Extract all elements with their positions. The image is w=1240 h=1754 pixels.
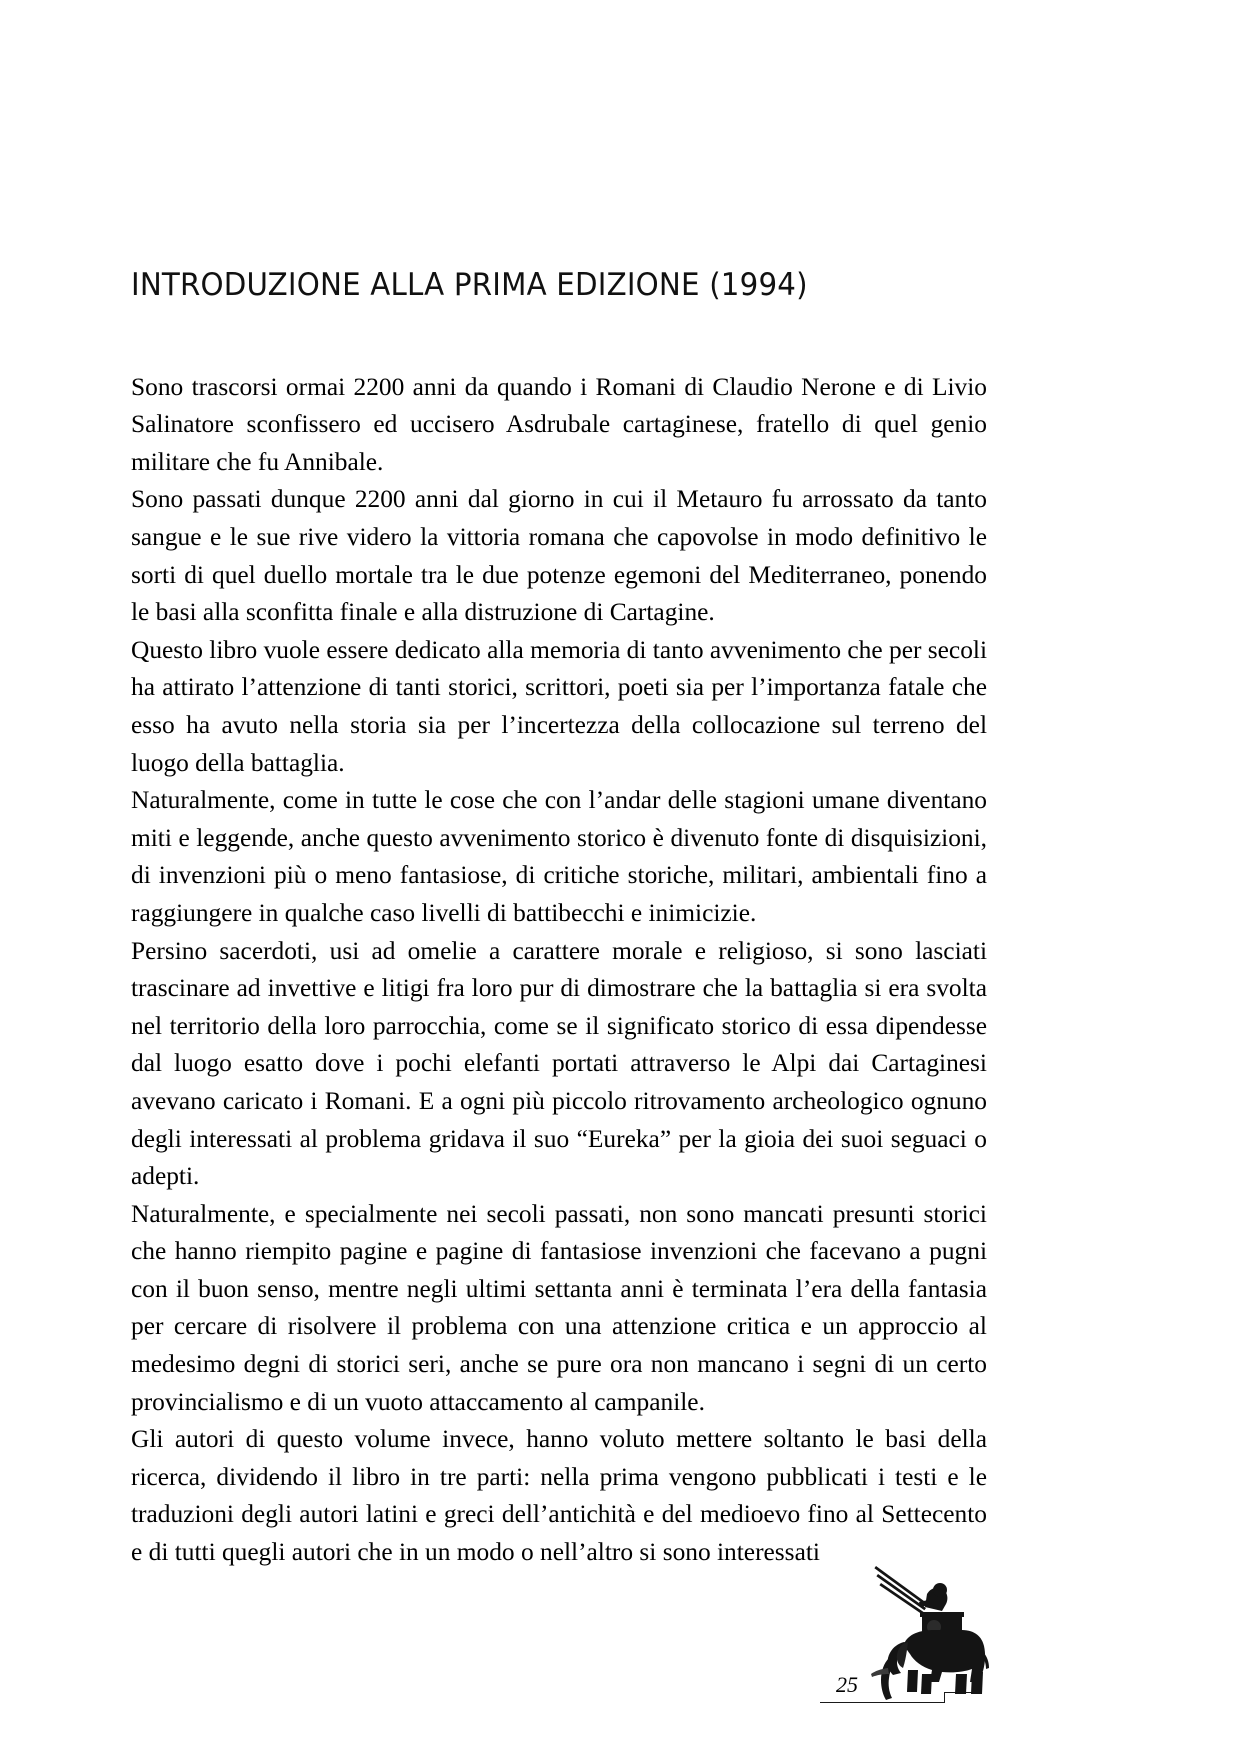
- paragraph: Sono passati dunque 2200 anni dal giorno in cui il Metauro fu arrossato da tanto sangue e le sue rive videro la vittoria romana che capovolse in modo definitivo le sorti di quel duello mortale tra le due potenze egemoni del Mediterraneo, ponendo le basi alla sconfitta finale e alla distruzione di Cartagine.: [131, 485, 987, 627]
- page-footer: [0, 1636, 1240, 1754]
- paragraph: Questo libro vuole essere dedicato alla memoria di tanto avvenimento che per secoli ha attirato l’attenzione di tanti storici, scrittori, poeti sia per l’importanza fatale che esso ha avuto nella storia sia per l’incertezza della collocazione sul terreno del luogo della battaglia.: [131, 635, 987, 777]
- war-elephant-icon: [864, 1564, 994, 1702]
- page-content: [131, 268, 987, 1572]
- paragraph: Naturalmente, e specialmente nei secoli passati, non sono mancati presunti storici che hanno riempito pagine e pagine di fantasiose invenzioni che facevano a pugni con il buon senso, mentre negli ultimi settanta anni è terminata l’era della fantasia per cercare di risolvere il problema con una attenzione critica e un approccio al medesimo degni di storici seri, anche se pure ora non mancano i segni di un certo provincialismo e di un vuoto attaccamento al campanile.: [131, 1199, 987, 1416]
- page-title: INTRODUZIONE ALLA PRIMA EDIZIONE (1994): [131, 267, 808, 303]
- paragraph: Gli autori di questo volume invece, hanno voluto mettere soltanto le basi della ricerca, dividendo il libro in tre parti: nella prima vengono pubblicati i testi e le traduzioni degli autori latini e greci dell’antichità e del medioevo fino al Settecento e di tutti quegli autori che in un modo o nell’altro si sono interessati: [131, 1425, 987, 1567]
- paragraph: Sono trascorsi ormai 2200 anni da quando i Romani di Claudio Nerone e di Livio Salinatore sconfissero ed uccisero Asdrubale cartaginese, fratello di quel genio militare che fu Annibale.: [131, 372, 987, 476]
- paragraph: Naturalmente, come in tutte le cose che con l’andar delle stagioni umane diventano miti e leggende, anche questo avvenimento storico è divenuto fonte di disquisizioni, di invenzioni più o meno fantasiose, di critiche storiche, militari, ambientali fino a raggiungere in qualche caso livelli di battibecchi e inimicizie.: [131, 786, 987, 927]
- page-number: 25: [836, 1672, 858, 1697]
- paragraph: Persino sacerdoti, usi ad omelie a carattere morale e religioso, si sono lasciati trascinare ad invettive e litigi fra loro pur di dimostrare che la battaglia si era svolta nel territorio della loro parrocchia, come se il significato storico di essa dipendesse dal luogo esatto dove i pochi elefanti portati attraverso le Alpi dai Cartaginesi avevano caricato i Romani. E a ogni più piccolo ritrovamento archeologico ognuno degli interessati al problema gridava il suo “Eureka” per la gioia dei suoi seguaci o adepti.: [131, 936, 987, 1191]
- footer-rule: [820, 1702, 945, 1703]
- body-text: [131, 369, 987, 1572]
